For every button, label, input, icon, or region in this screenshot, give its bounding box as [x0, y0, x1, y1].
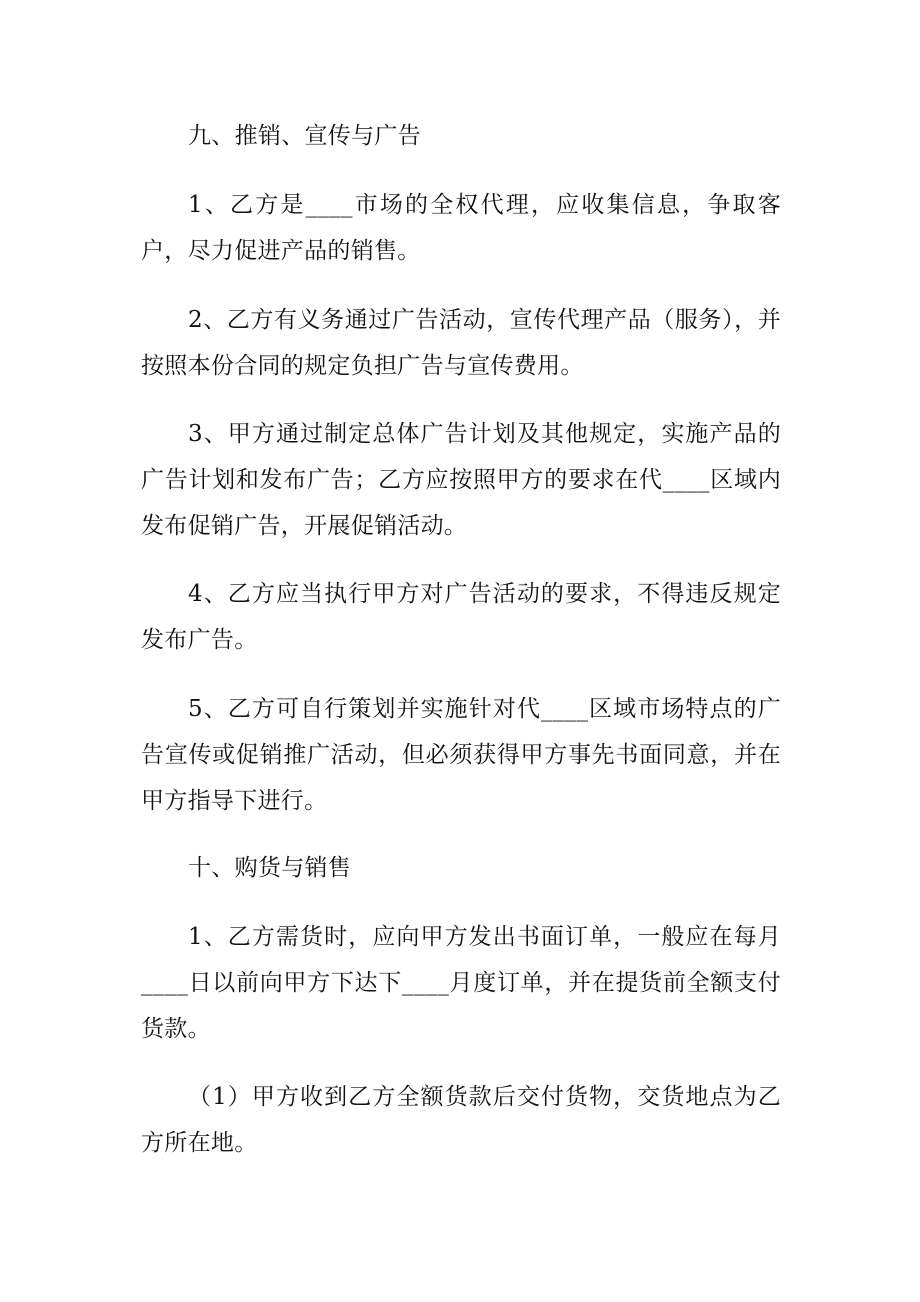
section-10-clause-1: 1、乙方需货时，应向甲方发出书面订单，一般应在每月____日以前向甲方下达下____月度订单，并在提货前全额支付货款。	[141, 924, 781, 1042]
section-9-clause-5: 5、乙方可自行策划并实施针对代____区域市场特点的广告宣传或促销推广活动，但必须获得甲方事先书面同意，并在甲方指导下进行。	[141, 696, 781, 814]
section-10-heading: 十、购货与销售	[188, 855, 352, 881]
section-9-clause-4: 4、乙方应当执行甲方对广告活动的要求，不得违反规定发布广告。	[141, 581, 781, 653]
section-9-heading: 九、推销、宣传与广告	[188, 123, 421, 149]
section-9-clause-2: 2、乙方有义务通过广告活动，宣传代理产品（服务），并按照本份合同的规定负担广告与宣传费用。	[141, 307, 781, 379]
section-9-clause-3: 3、甲方通过制定总体广告计划及其他规定，实施产品的广告计划和发布广告；乙方应按照甲方的要求在代____区域内发布促销广告，开展促销活动。	[141, 421, 781, 539]
section-9-clause-1: 1、乙方是____市场的全权代理，应收集信息，争取客户，尽力促进产品的销售。	[141, 192, 781, 264]
section-10-subclause-1: （1）甲方收到乙方全额货款后交付货物，交货地点为乙方所在地。	[141, 1084, 781, 1156]
